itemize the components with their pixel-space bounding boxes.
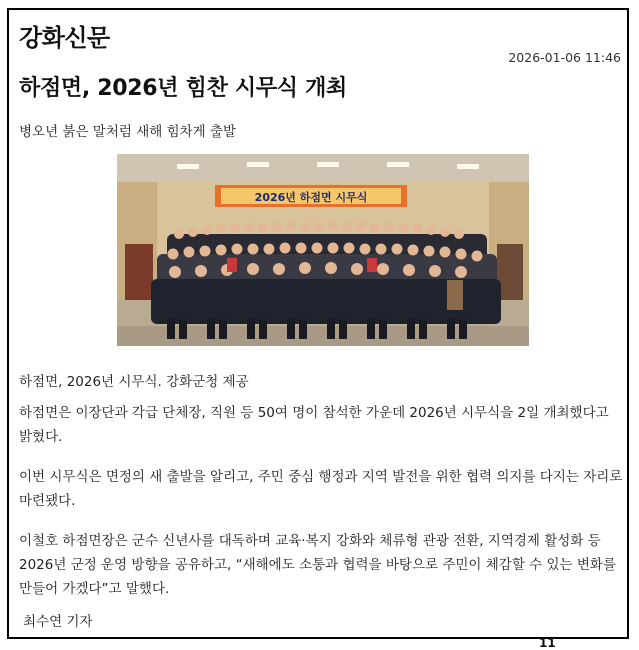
group-photo-illustration [117,154,529,346]
article-photo [117,154,529,346]
article-paragraph-1: 하점면은 이장단과 각급 단체장, 직원 등 50여 명이 참석한 가운데 2026년 시무식을 2일 개최했다고 밝혔다. [19,405,609,445]
article-headline: 하점면, 2026년 힘찬 시무식 개최 [19,76,347,101]
page-number: 11 [539,636,556,650]
masthead: 강화신문 [19,24,110,52]
reporter-byline: 최수연 기자 [23,614,93,630]
photo-caption: 하점면, 2026년 시무식. 강화군청 제공 [19,374,249,390]
article-paragraph-3: 이철호 하점면장은 군수 신년사를 대독하며 교육·복지 강화와 체류형 관광 전환, 지역경제 활성화 등 2026년 군정 운영 방향을 공유하고, “새해에도 소통과 협력을 바탕으로 주민이 체감할 수 있는 변화를 만들어 가겠다”고 말했다. [19,533,616,597]
banner-text: 2026년 하점면 시무식 [254,191,368,204]
article-paragraph-2: 이번 시무식은 면정의 새 출발을 알리고, 주민 중심 행정과 지역 발전을 위한 협력 의지를 다지는 자리로 마련됐다. [19,469,623,509]
article-timestamp: 2026-01-06 11:46 [508,50,621,65]
article-frame [7,8,629,639]
article-subheadline: 병오년 붉은 말처럼 새해 힘차게 출발 [19,124,237,140]
